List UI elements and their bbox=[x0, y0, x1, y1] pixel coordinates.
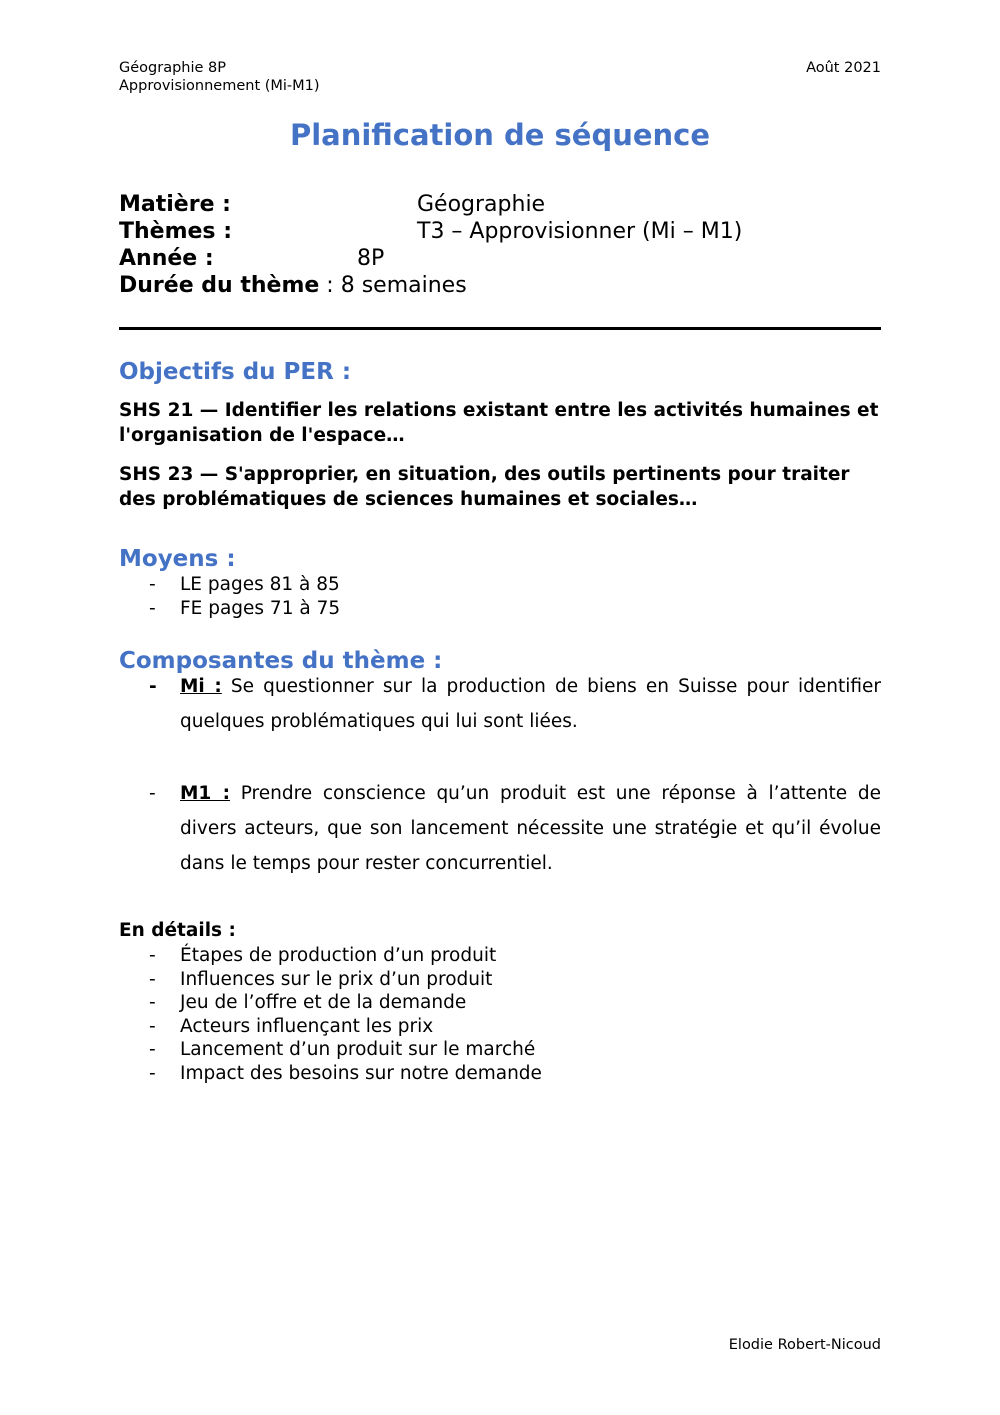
list-item: - Lancement d’un produit sur le marché bbox=[149, 1039, 536, 1060]
moyens-list bbox=[119, 573, 340, 620]
meta-duree bbox=[119, 272, 467, 299]
list-item: - Acteurs influençant les prix bbox=[149, 1015, 434, 1037]
horizontal-rule bbox=[119, 327, 881, 330]
meta-annee-label: Année : bbox=[119, 246, 214, 271]
details-heading: En détails : bbox=[119, 920, 236, 941]
list-item: - LE pages 81 à 85 bbox=[149, 574, 340, 595]
header-line-2: Approvisionnement (Mi-M1) bbox=[119, 78, 320, 94]
composante-mi-text: Se questionner sur la production de biens en Suisse pour identifier quelques problématiques qui lui sont liées. bbox=[180, 676, 881, 732]
list-item: - Jeu de l’offre et de la demande bbox=[149, 992, 467, 1013]
meta-matiere-label: Matière : bbox=[119, 192, 231, 217]
details-list bbox=[119, 944, 542, 1085]
objectif-shs21: SHS 21 — Identifier les relations existant entre les activités humaines et l'organisation de l'espace… bbox=[119, 400, 879, 446]
composante-mi-label: Mi : bbox=[180, 676, 222, 697]
footer-author: Elodie Robert-Nicoud bbox=[728, 1337, 881, 1353]
moyens-heading: Moyens : bbox=[119, 546, 236, 572]
meta-annee-value: 8P bbox=[357, 246, 385, 271]
list-item: - FE pages 71 à 75 bbox=[149, 597, 341, 619]
header-line-1: Géographie 8P bbox=[119, 60, 227, 76]
composante-m1: - M1 : Prendre conscience qu’un produit est une réponse à l’attente de divers acteurs, que son lancement nécessite une stratégie et qu’il évolue dans le temps pour rester concurrentiel. bbox=[149, 783, 881, 874]
list-item: - Étapes de production d’un produit bbox=[149, 945, 497, 966]
composante-m1-label: M1 : bbox=[180, 783, 230, 804]
objectifs-heading: Objectifs du PER : bbox=[119, 359, 352, 385]
meta-matiere-value: Géographie bbox=[417, 192, 546, 217]
header-subject bbox=[119, 59, 320, 95]
composante-m1-text: Prendre conscience qu’un produit est une réponse à l’attente de divers acteurs, que son lancement nécessite une stratégie et qu’il évolue dans le temps pour rester concurrentiel. bbox=[180, 783, 881, 874]
page-title: Planification de séquence bbox=[289, 118, 711, 152]
meta-themes-label: Thèmes : bbox=[119, 219, 232, 244]
objectif-shs23: SHS 23 — S'approprier, en situation, des outils pertinents pour traiter des problématiques de sciences humaines et sociales… bbox=[119, 464, 850, 510]
composantes-heading: Composantes du thème : bbox=[119, 648, 443, 674]
composante-mi: - Mi : Se questionner sur la production de biens en Suisse pour identifier quelques problématiques qui lui sont liées. bbox=[149, 676, 881, 732]
meta-duree-value: : 8 semaines bbox=[326, 273, 467, 298]
header-date: Août 2021 bbox=[806, 60, 881, 76]
list-item: - Influences sur le prix d’un produit bbox=[149, 968, 493, 990]
list-item: - Impact des besoins sur notre demande bbox=[149, 1062, 542, 1084]
meta-themes-value: T3 – Approvisionner (Mi – M1) bbox=[417, 219, 743, 244]
meta-duree-label: Durée du thème bbox=[119, 273, 320, 298]
